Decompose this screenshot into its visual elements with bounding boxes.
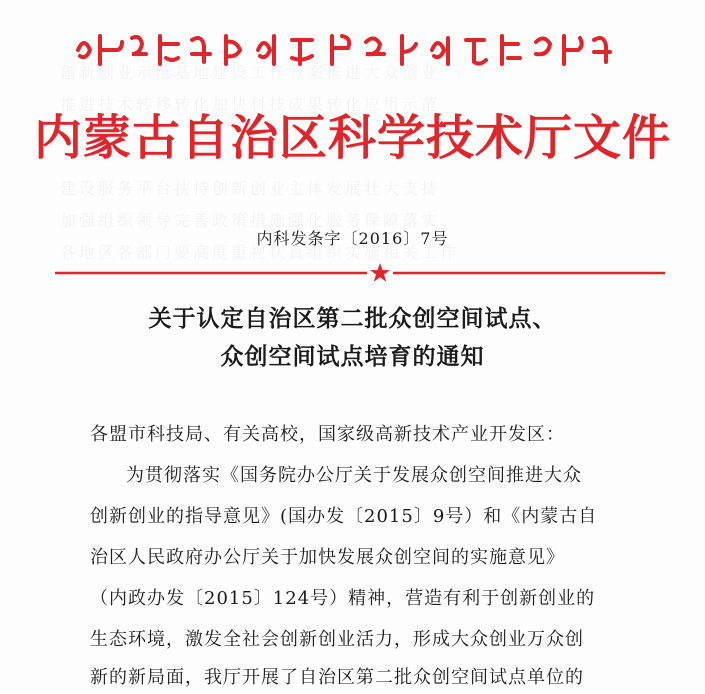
body-line: 新的新局面，我厅开展了自治区第二批众创空间试点单位的 [90, 667, 584, 688]
bleed-through-text: 各地区各部门要高度重视认真组织实施相关工作 [60, 243, 460, 262]
notice-title-line-2: 众创空间试点培育的通知 [220, 344, 485, 370]
body-line: 为贯彻落实《国务院办公厅关于发展众创空间推进大众 [126, 465, 582, 486]
document-number: 内科发条字〔2016〕7号 [256, 229, 449, 248]
masthead-title: 内蒙古自治区科学技术厅文件 [33, 110, 671, 166]
mongolian-title-text: ᠥᠪᠦᠷ ᠮᠣᠩᠭᠣᠯ ᠤᠨ ᠡᠪᠡᠷᠲᠡᠭᠡᠨ ᠵᠠᠰᠠᠬᠤ ᠣᠷᠣᠨ ᠤ ᠰᠢᠨᠵᠢᠯᠡᠬᠦ ᠤᠬᠠᠭᠠᠨ ᠲᠧᠭᠨᠢᠭ ᠤᠨ ᠲᠢᠩᠬᠢᠮ [70, 28, 105, 29]
red-divider-with-star [40, 263, 665, 283]
body-line: 生态环境，激发全社会创新创业活力，形成大众创业万众创 [90, 629, 584, 650]
body-line: 创新创业的指导意见》(国办发〔2015〕9号）和《内蒙古自 [90, 506, 598, 527]
bleed-through-text: 創新创业示范基地建设工作方案推进大众创业 [60, 63, 441, 82]
salutation: 各盟市科技局、有关高校，国家级高新技术产业开发区： [90, 424, 565, 445]
bleed-through-text: 建设服务平台扶持创新创业主体发展壮大支持 [60, 179, 441, 198]
bleed-through-text: 推进技术转移转化加快科技成果转化应用示范 [60, 95, 441, 114]
bleed-through-text: 加强组织领导完善政策措施强化服务保障落实 [60, 211, 441, 230]
notice-title-line-1: 关于认定自治区第二批众创空间试点、 [148, 306, 557, 332]
body-line: 治区人民政府办公厅关于加快发展众创空间的实施意见》 [90, 547, 565, 568]
mongolian-script-title [70, 28, 630, 72]
star-icon [370, 263, 390, 282]
body-line: （内政办发〔2015〕124号）精神，营造有利于创新创业的 [90, 588, 596, 609]
